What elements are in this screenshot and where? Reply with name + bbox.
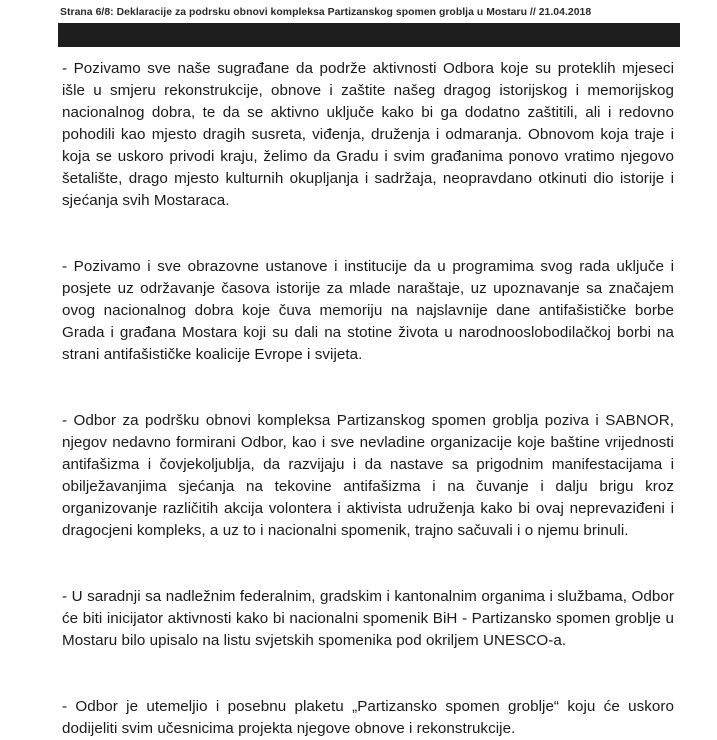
paragraph-sabnor-appeal: - Odbor za podršku obnovi kompleksa Partizanskog spomen groblja poziva i SABNOR, njegov nedavno formirani Odbor, kao i sve nevladine organizacije koje baštine vrijednosti antifašizma i čovjekoljublja, da razvijaju i da nastave sa prigodnim manifestacijama i obilježavanjima sjećanja na tekovine antifašizma i na čuvanje i dalju brigu kroz organizovanje različitih akcija volontera i aktivista udruženja kako bi ovaj neprevaziđeni i dragocjeni kompleks, a uz to i nacionalni spomenik, trajno sačuvali i o njemu brinuli. [62,412,674,539]
document-body [62,58,674,740]
paragraph-education-appeal: - Pozivamo i sve obrazovne ustanove i institucije da u programima svog rada uključe i posjete uz održavanje časova istorije za mlade naraštaje, uz upoznavanje sa značajem ovog nacionalnog dobra koje čuva memoriju na najslavnije dane antifašističke borbe Grada i građana Mostara koji su dali na stotine života u narodnooslobodilačkoj borbi na strani antifašističke koalicije Evrope i svijeta. [62,258,674,363]
page-header-title: Strana 6/8: Deklaracije za podrsku obnovi kompleksa Partizanskog spomen groblja u Mostaru // 21.04.2018 [60,7,592,18]
paragraph-unesco-initiative: - U saradnji sa nadležnim federalnim, gradskim i kantonalnim organima i službama, Odbor će biti inicijator aktivnosti kako bi nacionalni spomenik BiH - Partizansko spomen groblje u Mostaru bilo upisalo na listu svjetskih spomenika pod okriljem UNESCO-a. [62,588,674,649]
header-bar [58,23,680,47]
paragraph-citizens-appeal: - Pozivamo sve naše sugrađane da podrže aktivnosti Odbora koje su proteklih mjeseci išle u smjeru rekonstrukcije, obnove i zaštite našeg dragog istorijskog i memorijskog nacionalnog dobra, te da se aktivno uključe kako bi ga dodatno zaštitili, ali i redovno pohodili kao mjesto dragih susreta, viđenja, druženja i odmaranja. Obnovom koja traje i koja se uskoro privodi kraju, želimo da Gradu i svim građanima ponovo vratimo njegovo šetalište, drago mjesto kulturnih okupljanja i sadržaja, neopravdano otkinuti dio istorije i sjećanja svih Mostaraca. [62,60,674,209]
paragraph-plaque: - Odbor je utemeljio i posebnu plaketu „Partizansko spomen groblje“ koju će uskoro dodijeliti svim učesnicima projekta njegove obnove i rekonstrukcije. [62,698,674,737]
